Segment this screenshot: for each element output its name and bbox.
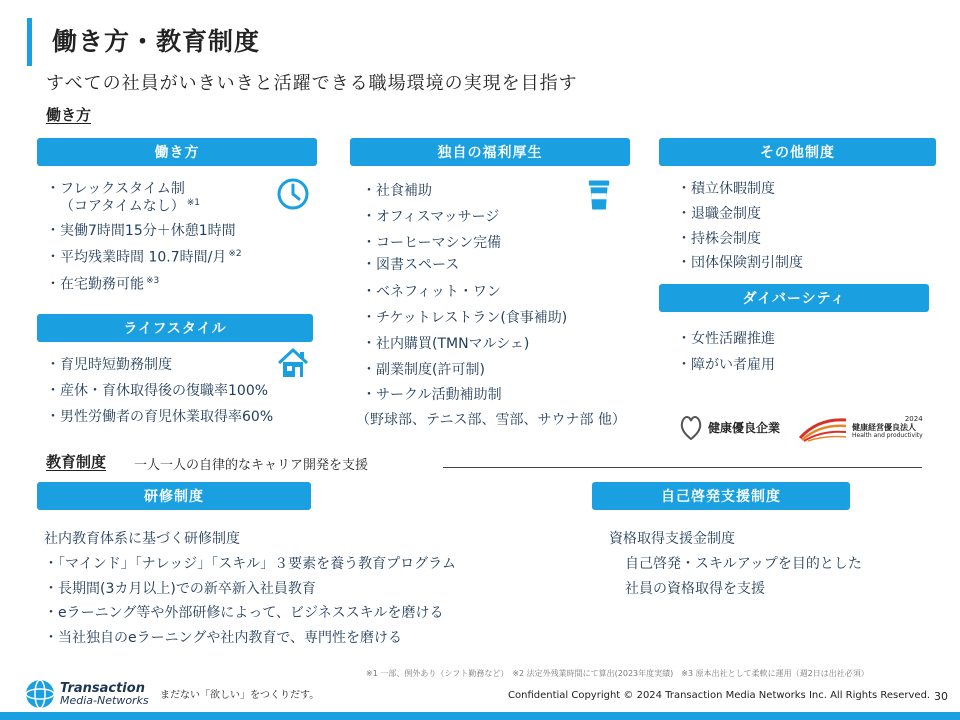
kenko-keiei-en: Health and productivity xyxy=(852,431,923,439)
list-item: ・長期間(3カ月以上)での新卒新入社員教育 xyxy=(44,580,316,597)
box-header-other: その他制度 xyxy=(659,138,936,166)
list-item: ・「マインド」「ナレッジ」「スキル」３要素を養う教育プログラム xyxy=(44,555,457,572)
title-accent-bar xyxy=(27,18,32,66)
logo-line1: Transaction xyxy=(60,681,145,696)
list-item: ・社内購買(TMNマルシェ) xyxy=(362,335,530,352)
section-label-hatarakikata: 働き方 xyxy=(46,106,92,124)
list-item: ・副業制度(許可制) xyxy=(362,361,485,378)
list-item: ・コーヒーマシン完備 xyxy=(362,234,502,251)
list-item: ・図書スペース xyxy=(362,257,460,274)
list-item: ・持株会制度 xyxy=(677,230,761,247)
kenko-keiei-name: 健康経営優良法人 xyxy=(852,423,916,433)
list-item: ・育児時短勤務制度 xyxy=(46,357,172,373)
list-item: ・女性活躍推進 xyxy=(677,331,775,347)
list-item: ・在宅勤務可能 $^{※3}$ xyxy=(46,275,160,293)
list-item: ・産休・育休取得後の復職率100% xyxy=(46,382,269,399)
box-header-welfare: 独自の福利厚生 xyxy=(350,138,630,166)
cup-icon xyxy=(582,178,616,212)
diversity-list xyxy=(677,331,775,374)
selfdev-list xyxy=(609,531,862,597)
list-item: 自己啓発・スキルアップを目的とした xyxy=(625,555,862,572)
education-tagline: 一人一人の自律的なキャリア開発を支援 xyxy=(134,458,369,473)
company-tagline: まだない「欲しい」をつくりだす。 xyxy=(160,690,320,701)
training-list xyxy=(44,531,456,647)
list-item: ・オフィスマッサージ xyxy=(362,208,500,225)
list-item: ・男性労働者の育児休業取得率60% xyxy=(46,408,274,425)
logo-line2: Media-Networks xyxy=(60,694,149,707)
copyright: Confidential Copyright © 2024 Transaction Media Networks Inc. All Rights Reserved. xyxy=(508,690,931,701)
list-item: ・eラーニング等や外部研修によって、ビジネススキルを磨ける xyxy=(44,605,444,622)
page-subtitle: すべての社員がいきいきと活躍できる職場環境の実現を目指す xyxy=(46,73,578,94)
list-item: ・チケットレストラン(食事補助) xyxy=(362,309,568,326)
list-item: ・サークル活動補助制 xyxy=(362,387,502,404)
education-divider xyxy=(443,467,922,468)
box-header-lifestyle: ライフスタイル xyxy=(37,314,313,342)
list-item: （野球部、テニス部、雪部、サウナ部 他） xyxy=(356,412,626,429)
footnotes: ※1 一部、例外あり（シフト勤務など） ※2 法定外残業時間にて算出(2023年度実績) ※3 原本出社として柔軟に運用（週2日は出社必須） xyxy=(366,669,869,678)
logo-globe-icon xyxy=(24,678,56,710)
kenko-keiei-mark-icon xyxy=(798,414,848,442)
list-item: 社員の資格取得を支援 xyxy=(625,580,765,597)
list-item: （コアタイムなし） $^{※1}$ xyxy=(60,197,201,215)
lifestyle-list xyxy=(46,357,273,425)
list-item: ・積立休暇制度 xyxy=(677,181,775,197)
list-item: ・ベネフィット・ワン xyxy=(362,284,501,301)
list-item: 資格取得支援金制度 xyxy=(609,531,735,547)
list-item: ・平均残業時間 10.7時間/月 $^{※2}$ xyxy=(46,249,242,266)
logo-text xyxy=(60,682,149,706)
list-item: 社内教育体系に基づく研修制度 xyxy=(44,531,240,547)
box-header-hatarakikata: 働き方 xyxy=(37,138,317,166)
section-label-education: 教育制度 xyxy=(46,453,107,471)
house-icon xyxy=(276,346,310,380)
company-logo xyxy=(24,678,149,710)
hatarakikata-list xyxy=(46,181,242,293)
box-header-training: 研修制度 xyxy=(37,482,311,510)
kenko-yuryo-mark-icon xyxy=(678,412,704,442)
list-item: ・団体保険割引制度 xyxy=(677,255,803,272)
list-item: ・当社独自のeラーニングや社内教育で、専門性を磨ける xyxy=(44,630,403,647)
kenko-keiei-year: 2024 xyxy=(904,415,923,424)
list-item: ・実働7時間15分＋休憩1時間 xyxy=(46,223,236,240)
page-title: 働き方・教育制度 xyxy=(52,27,261,56)
box-header-diversity: ダイバーシティ xyxy=(659,284,929,312)
footer-accent-bar xyxy=(0,712,960,720)
kenko-keiei-text-block xyxy=(852,416,923,439)
page-number: 30 xyxy=(934,690,948,703)
other-list xyxy=(677,181,803,272)
welfare-list xyxy=(356,183,626,429)
list-item: ・フレックスタイム制 xyxy=(46,181,185,197)
kenko-yuryo-text: 健康優良企業 xyxy=(708,420,781,435)
list-item: ・障がい者雇用 xyxy=(677,356,775,373)
box-header-selfdev: 自己啓発支援制度 xyxy=(592,482,850,510)
list-item: ・退職金制度 xyxy=(677,205,761,222)
kenko-keiei-logo xyxy=(798,414,923,442)
clock-icon xyxy=(276,177,310,211)
kenko-yuryo-logo xyxy=(678,412,780,442)
list-item: ・社食補助 xyxy=(362,183,432,199)
